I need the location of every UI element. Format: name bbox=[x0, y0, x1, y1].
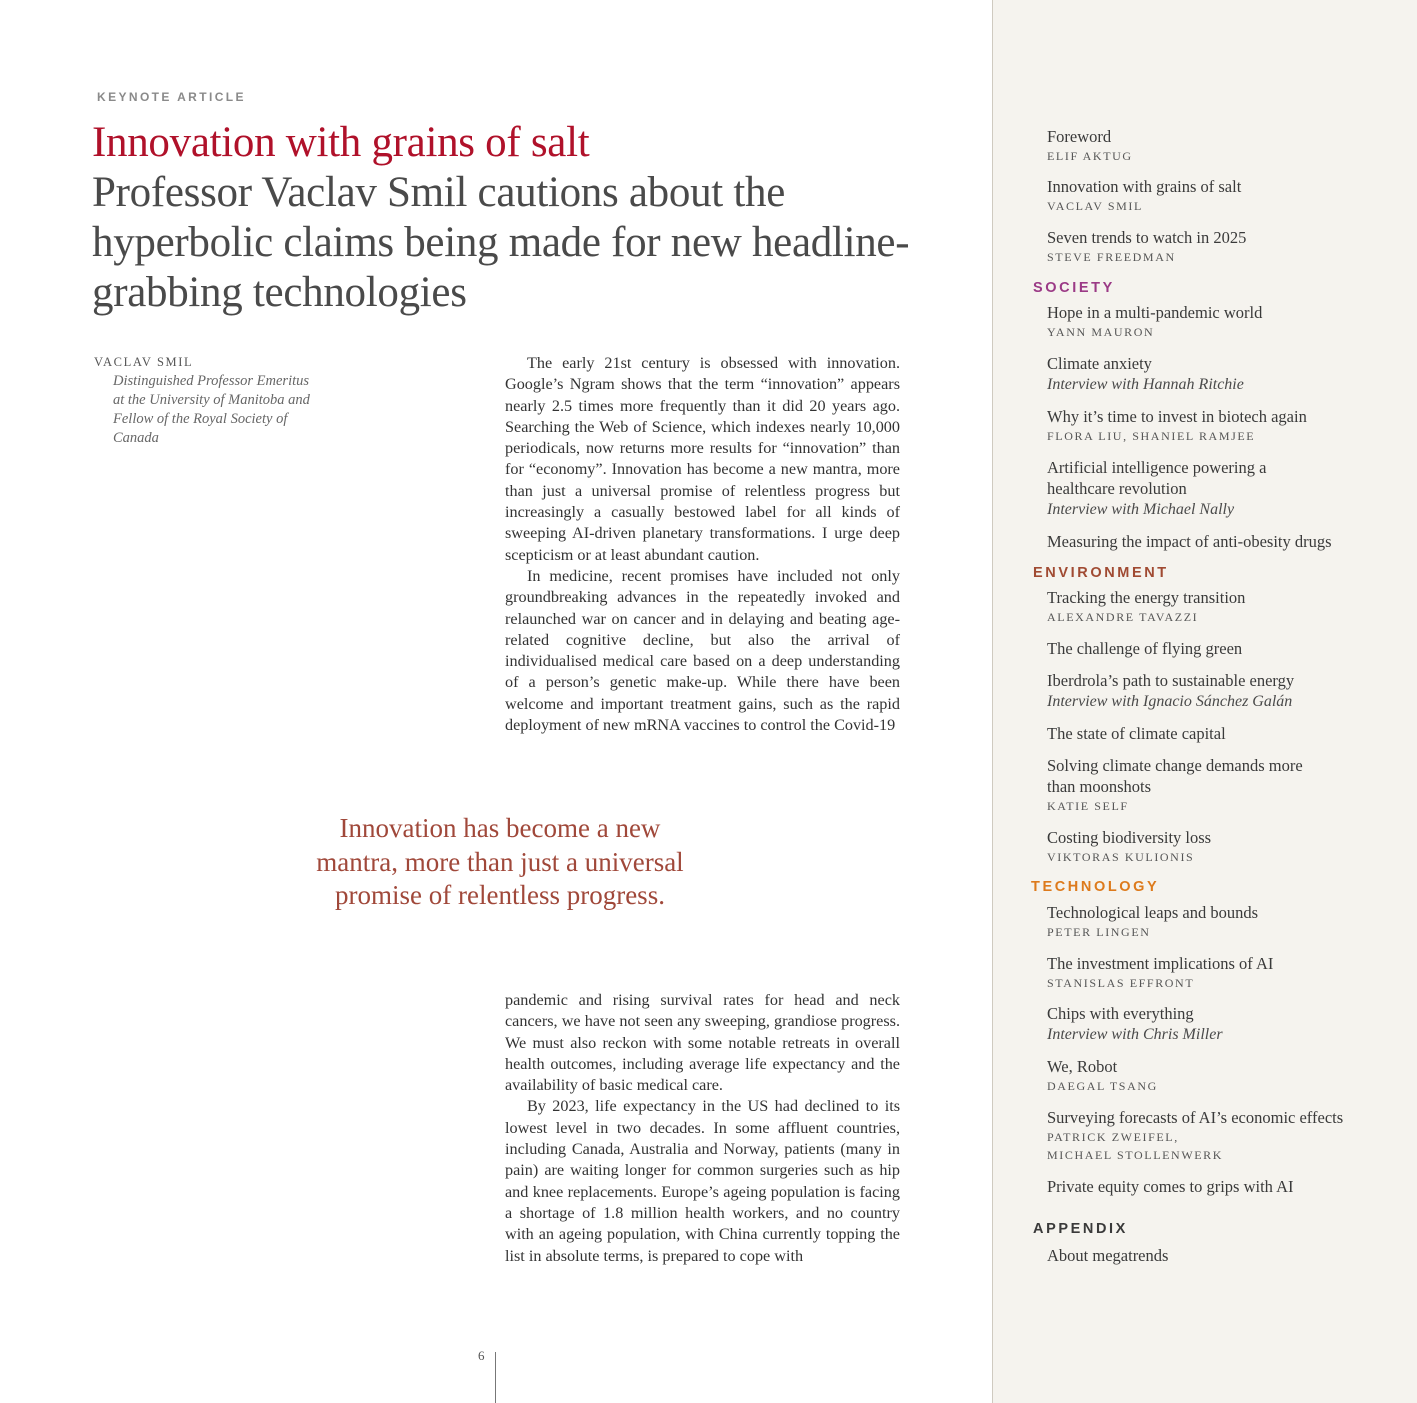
toc-item-interview: Interview with Michael Nally bbox=[1047, 501, 1235, 518]
toc-item-author: STANISLAS EFFRONT bbox=[1047, 976, 1195, 990]
toc-item-private-equity[interactable] bbox=[1047, 1176, 1407, 1197]
toc-item-interview: Interview with Hannah Ritchie bbox=[1047, 376, 1244, 393]
toc-item-biodiversity[interactable] bbox=[1047, 827, 1407, 866]
toc-item-author: PATRICK ZWEIFEL, bbox=[1047, 1130, 1179, 1144]
article-subtitle: Professor Vaclav Smil cautions about the hyperbolic claims being made for new headline-grabbing technologies bbox=[92, 169, 910, 316]
toc-item-author: YANN MAURON bbox=[1047, 325, 1155, 339]
toc-item-author: FLORA LIU, SHANIEL RAMJEE bbox=[1047, 429, 1256, 443]
toc-item-title: Measuring the impact of anti-obesity drugs bbox=[1047, 532, 1332, 551]
toc-item-title: The challenge of flying green bbox=[1047, 639, 1243, 658]
toc-item-ai-forecasts[interactable] bbox=[1047, 1107, 1407, 1164]
toc-item-title: Climate anxiety bbox=[1047, 354, 1152, 373]
toc-item-title: The state of climate capital bbox=[1047, 724, 1226, 743]
paragraph: By 2023, life expectancy in the US had declined to its lowest level in two decades. In some affluent countries, including Canada, Australia and Norway, patients (many in pain) are waiting longer for common surgeries such as hip and knee replacements. Europe’s ageing population is facing a shortage of 1.8 million health workers, and no country with an ageing population, with China currently topping the list in absolute terms, is prepared to cope with bbox=[505, 1097, 900, 1265]
paragraph: In medicine, recent promises have included not only groundbreaking advances in the repeatedly invoked and relaunched war on cancer and in delaying and beating age-related cognitive decline, but also the arrival of individualised medical care based on a deep understanding of a person’s genetic make-up. While there have been welcome and important treatment gains, such as the rapid deployment of new mRNA vaccines to control the Covid-19 bbox=[505, 566, 900, 735]
toc-item-biotech[interactable] bbox=[1047, 406, 1407, 445]
body-column-bottom bbox=[505, 990, 900, 1267]
section-heading-technology: TECHNOLOGY bbox=[1031, 879, 1160, 895]
toc-item-investment-ai[interactable] bbox=[1047, 953, 1407, 992]
toc-item-author: STEVE FREEDMAN bbox=[1047, 250, 1176, 264]
toc-item-title: We, Robot bbox=[1047, 1057, 1118, 1076]
article-kicker: KEYNOTE ARTICLE bbox=[97, 90, 246, 104]
article-title: Innovation with grains of salt bbox=[92, 119, 590, 166]
toc-item-title: About megatrends bbox=[1047, 1246, 1169, 1265]
toc-item-interview: Interview with Chris Miller bbox=[1047, 1026, 1223, 1043]
toc-item-author: ELIF AKTUG bbox=[1047, 149, 1133, 163]
pull-quote: Innovation has become a new mantra, more than just a universal promise of relentless progress. bbox=[316, 813, 684, 910]
toc-item-title: Why it’s time to invest in biotech again bbox=[1047, 407, 1307, 426]
toc-item-moonshots[interactable] bbox=[1047, 755, 1307, 815]
toc-item-title: Solving climate change demands more than moonshots bbox=[1047, 756, 1303, 796]
section-heading-society: SOCIETY bbox=[1033, 280, 1115, 296]
toc-item-author: DAEGAL TSANG bbox=[1047, 1079, 1158, 1093]
toc-item-title: Hope in a multi-pandemic world bbox=[1047, 303, 1263, 322]
author-name: VACLAV SMIL bbox=[94, 355, 194, 369]
toc-item-author: MICHAEL STOLLENWERK bbox=[1047, 1148, 1224, 1162]
section-heading-environment: ENVIRONMENT bbox=[1033, 565, 1169, 581]
toc-item-climate-anxiety[interactable] bbox=[1047, 353, 1407, 395]
toc-item-seven-trends[interactable] bbox=[1047, 227, 1407, 266]
toc-item-title: Costing biodiversity loss bbox=[1047, 828, 1212, 847]
page-number: 6 bbox=[478, 1348, 485, 1363]
toc-item-title: Foreword bbox=[1047, 127, 1112, 146]
toc-item-author: VACLAV SMIL bbox=[1047, 199, 1143, 213]
toc-item-title: Chips with everything bbox=[1047, 1004, 1194, 1023]
table-of-contents bbox=[992, 0, 1417, 1403]
toc-item-chips[interactable] bbox=[1047, 1003, 1407, 1045]
toc-item-anti-obesity[interactable] bbox=[1047, 531, 1407, 552]
toc-item-flying-green[interactable] bbox=[1047, 638, 1407, 659]
toc-item-author: KATIE SELF bbox=[1047, 799, 1129, 813]
toc-item-title: Surveying forecasts of AI’s economic effects bbox=[1047, 1108, 1344, 1127]
toc-item-we-robot[interactable] bbox=[1047, 1056, 1407, 1095]
toc-item-about-megatrends[interactable] bbox=[1047, 1245, 1407, 1266]
body-column-top bbox=[505, 353, 900, 736]
toc-item-iberdrola[interactable] bbox=[1047, 670, 1407, 712]
toc-item-energy-transition[interactable] bbox=[1047, 587, 1407, 626]
toc-item-title: Innovation with grains of salt bbox=[1047, 177, 1242, 196]
section-heading-appendix: APPENDIX bbox=[1033, 1221, 1128, 1237]
toc-item-interview: Interview with Ignacio Sánchez Galán bbox=[1047, 693, 1293, 710]
toc-item-title: Private equity comes to grips with AI bbox=[1047, 1177, 1294, 1196]
toc-item-pandemic[interactable] bbox=[1047, 302, 1407, 341]
toc-item-author: PETER LINGEN bbox=[1047, 925, 1151, 939]
toc-item-title: Seven trends to watch in 2025 bbox=[1047, 228, 1247, 247]
toc-item-author: VIKTORAS KULIONIS bbox=[1047, 850, 1195, 864]
toc-item-title: The investment implications of AI bbox=[1047, 954, 1274, 973]
toc-item-foreword[interactable] bbox=[1047, 126, 1407, 165]
toc-item-author: ALEXANDRE TAVAZZI bbox=[1047, 610, 1199, 624]
toc-item-climate-capital[interactable] bbox=[1047, 723, 1407, 744]
toc-item-title: Artificial intelligence powering a healthcare revolution bbox=[1047, 458, 1267, 498]
toc-item-leaps-bounds[interactable] bbox=[1047, 902, 1407, 941]
toc-item-title: Tracking the energy transition bbox=[1047, 588, 1246, 607]
paragraph: pandemic and rising survival rates for head and neck cancers, we have not seen any sweeping, grandiose progress. We must also reckon with some notable retreats in overall health outcomes, including average life expectancy and the availability of basic medical care. bbox=[505, 991, 900, 1095]
toc-item-title: Iberdrola’s path to sustainable energy bbox=[1047, 671, 1295, 690]
page-rule bbox=[495, 1352, 496, 1403]
toc-item-innovation[interactable] bbox=[1047, 176, 1407, 215]
author-affiliation: Distinguished Professor Emeritus at the University of Manitoba and Fellow of the Royal Society of Canada bbox=[113, 373, 310, 446]
toc-item-title: Technological leaps and bounds bbox=[1047, 903, 1258, 922]
paragraph: The early 21st century is obsessed with innovation. Google’s Ngram shows that the term “innovation” appears nearly 2.5 times more frequently than it did 20 years ago. Searching the Web of Science, which indexes nearly 10,000 periodicals, now returns more results for “innovation” than for “economy”. Innovation has become a new mantra, more than just a universal promise of relentless progress but increasingly a casually bestowed label for all kinds of sweeping AI-driven planetary transformations. I urge deep scepticism or at least abundant caution. bbox=[505, 354, 900, 564]
toc-item-ai-healthcare[interactable] bbox=[1047, 457, 1297, 520]
